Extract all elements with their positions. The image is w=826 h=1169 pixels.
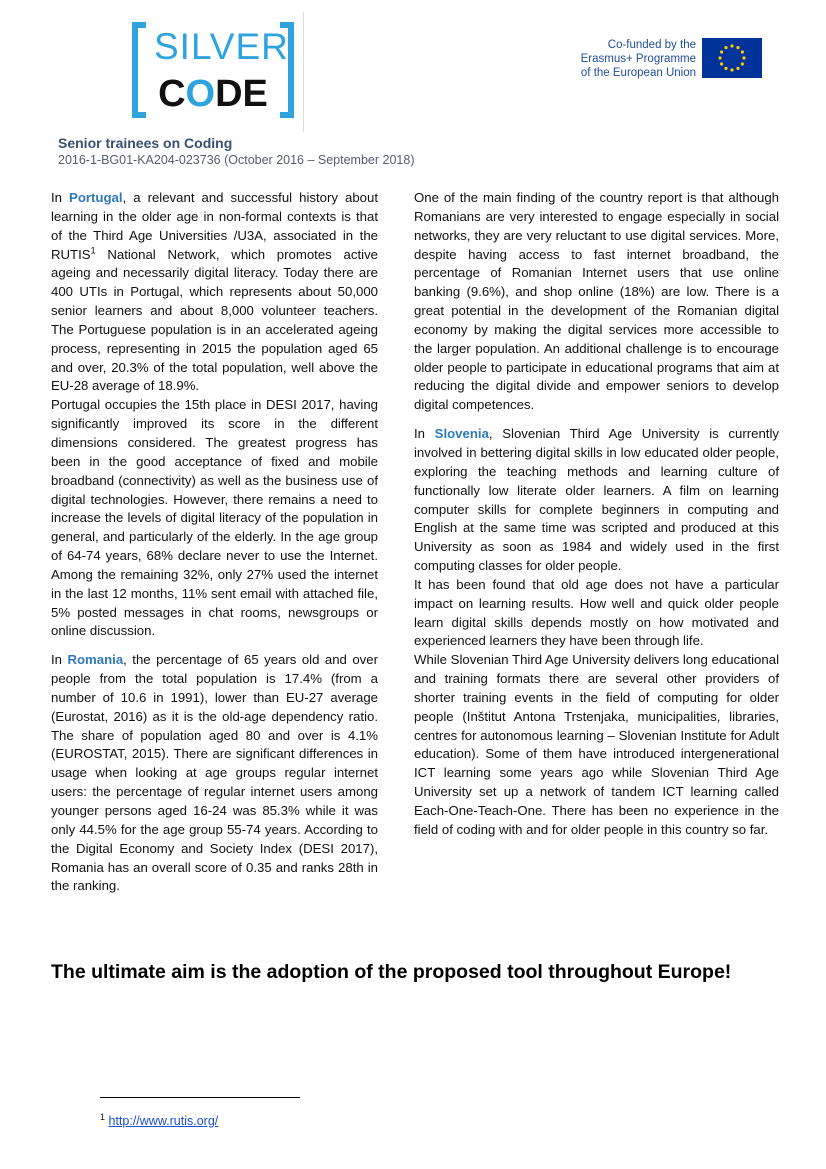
footnote-divider xyxy=(100,1097,300,1098)
slovenia-findings-paragraph: It has been found that old age does not have a particular impact on learning results. How well and quick older people learn digital skills depends mostly on how motivated and experienced learners they have been through life. xyxy=(414,576,779,649)
left-column xyxy=(51,189,378,896)
logo-right-bracket xyxy=(280,22,294,118)
portugal-paragraph: In Portugal, a relevant and successful history about learning in the older age in non-formal contexts is that of the Third Age Universities /U3A, associated in the RUTIS$^1$ National Network, which promotes active ageing and necessarily digital literacy. Today there are 400 UTIs in Portugal, which represents about 50,000 senior learners and about 8,000 volunteer teachers. The Portuguese population is in an accelerated ageing process, representing in 2015 the population aged 65 and over, 20.3% of the total population, well above the EU-28 average of 18.9%. xyxy=(51,190,378,394)
footnote-link[interactable]: http://www.rutis.org/ xyxy=(108,1114,219,1128)
logo-code-text: CODE xyxy=(158,73,268,115)
eu-star-icon xyxy=(720,62,723,65)
logo-divider xyxy=(303,12,304,132)
slovenia-providers-paragraph: While Slovenian Third Age University delivers long educational and training formats there are several other providers of shorter training events in the field of computing for older people (Inštitut Antona Trstenjaka, municipalities, libraries, centres for autonomous learning – Slovenian Institute for Adult education). Some of them have introduced intergenerational ICT learning some years ago while Slovenian Third Age University set up a network of tandem ICT learning called Each-One-Teach-One. There has been no experience in the field of coding with and for older people in this country so far. xyxy=(414,652,779,837)
eu-star-icon xyxy=(730,68,733,71)
romania-continued-paragraph: One of the main finding of the country report is that although Romanians are very interested to engage especially in social networks, they are very reluctant to use digital services. More, despite having access to fast internet broadband, the percentage of Romanian Internet users that use online banking (9.6%), and shop online (18%) are low. There is a great potential in the development of the Romanian digital economy by making the digital services more accessible to the larger population. An additional challenge is to encourage older people to participate in educational programs that aim at reducing the digital divide and empower seniors to develop digital competences. xyxy=(414,190,779,413)
eu-star-icon xyxy=(736,67,739,70)
portugal-desi-paragraph: Portugal occupies the 15th place in DESI 2017, having significantly improved its score in the different dimensions considered. The greatest progress has been in the good acceptance of fixed and mobile broadband (connectivity) as well as the business use of digital technologies. However, there remains a need to increase the levels of digital literacy of the population in general, and particularly of the elderly. In the age group of 64-74 years, 68% declare never to use the Internet. Among the remaining 32%, only 27% used the internet in the last 12 months, 11% sent email with attached file, 5% posted messages in chat rooms, newsgroups or online discussion. xyxy=(51,397,378,639)
right-column xyxy=(414,189,779,840)
country-portugal: Portugal xyxy=(69,190,123,205)
eu-cofunded-text: Co-funded by the Erasmus+ Programme of the European Union xyxy=(580,39,696,79)
eu-star-icon xyxy=(718,56,721,59)
eu-star-icon xyxy=(720,50,723,53)
closing-statement: The ultimate aim is the adoption of the proposed tool throughout Europe! xyxy=(51,961,732,983)
logo-left-bracket xyxy=(132,22,146,118)
eu-star-icon xyxy=(736,46,739,49)
page-title: Senior trainees on Coding xyxy=(58,135,233,151)
eu-star-icon xyxy=(724,67,727,70)
project-code: 2016-1-BG01-KA204-023736 (October 2016 – September 2018) xyxy=(58,153,415,167)
footnote-ref: 1 xyxy=(90,245,96,256)
eu-star-icon xyxy=(730,44,733,47)
eu-star-icon xyxy=(741,50,744,53)
country-romania: Romania xyxy=(67,652,124,668)
romania-paragraph: In Romania, the percentage of 65 years old and over people from the total population is 17.4% (from a number of 10.6 in 1991), lower than EU-27 average (Eurostat, 2016) as it is the old-age dependency ratio. The share of population aged 80 and over is 4.1% (EUROSTAT, 2015). There are significant differences in usage when looking at age groups regular internet users: the percentage of regular internet users among younger persons aged 16-24 was 85.3% while it was only 44.5% for the age group 55-74 years. According to the Digital Economy and Society Index (DESI 2017), Romania has an overall score of 0.35 and ranks 28th in the ranking. xyxy=(51,652,378,894)
slovenia-paragraph: In Slovenia, Slovenian Third Age University is currently involved in bettering digital skills in low educated older people, exploring the teaching methods and learning culture of functionally low literate older learners. A film on learning computer skills for complete beginners in computing and English at the same time was scripted and produced at this University as soon as 1984 and widely used in the first computing classes for older people. xyxy=(414,426,779,574)
eu-flag-icon xyxy=(702,38,762,78)
logo-silver-text: SILVER xyxy=(154,26,289,67)
country-slovenia: Slovenia xyxy=(434,426,489,442)
eu-star-icon xyxy=(742,56,745,59)
silver-code-logo xyxy=(132,18,294,124)
footnote: $^1$ http://www.rutis.org/ xyxy=(100,1111,219,1128)
eu-star-icon xyxy=(724,46,727,49)
eu-star-icon xyxy=(741,62,744,65)
